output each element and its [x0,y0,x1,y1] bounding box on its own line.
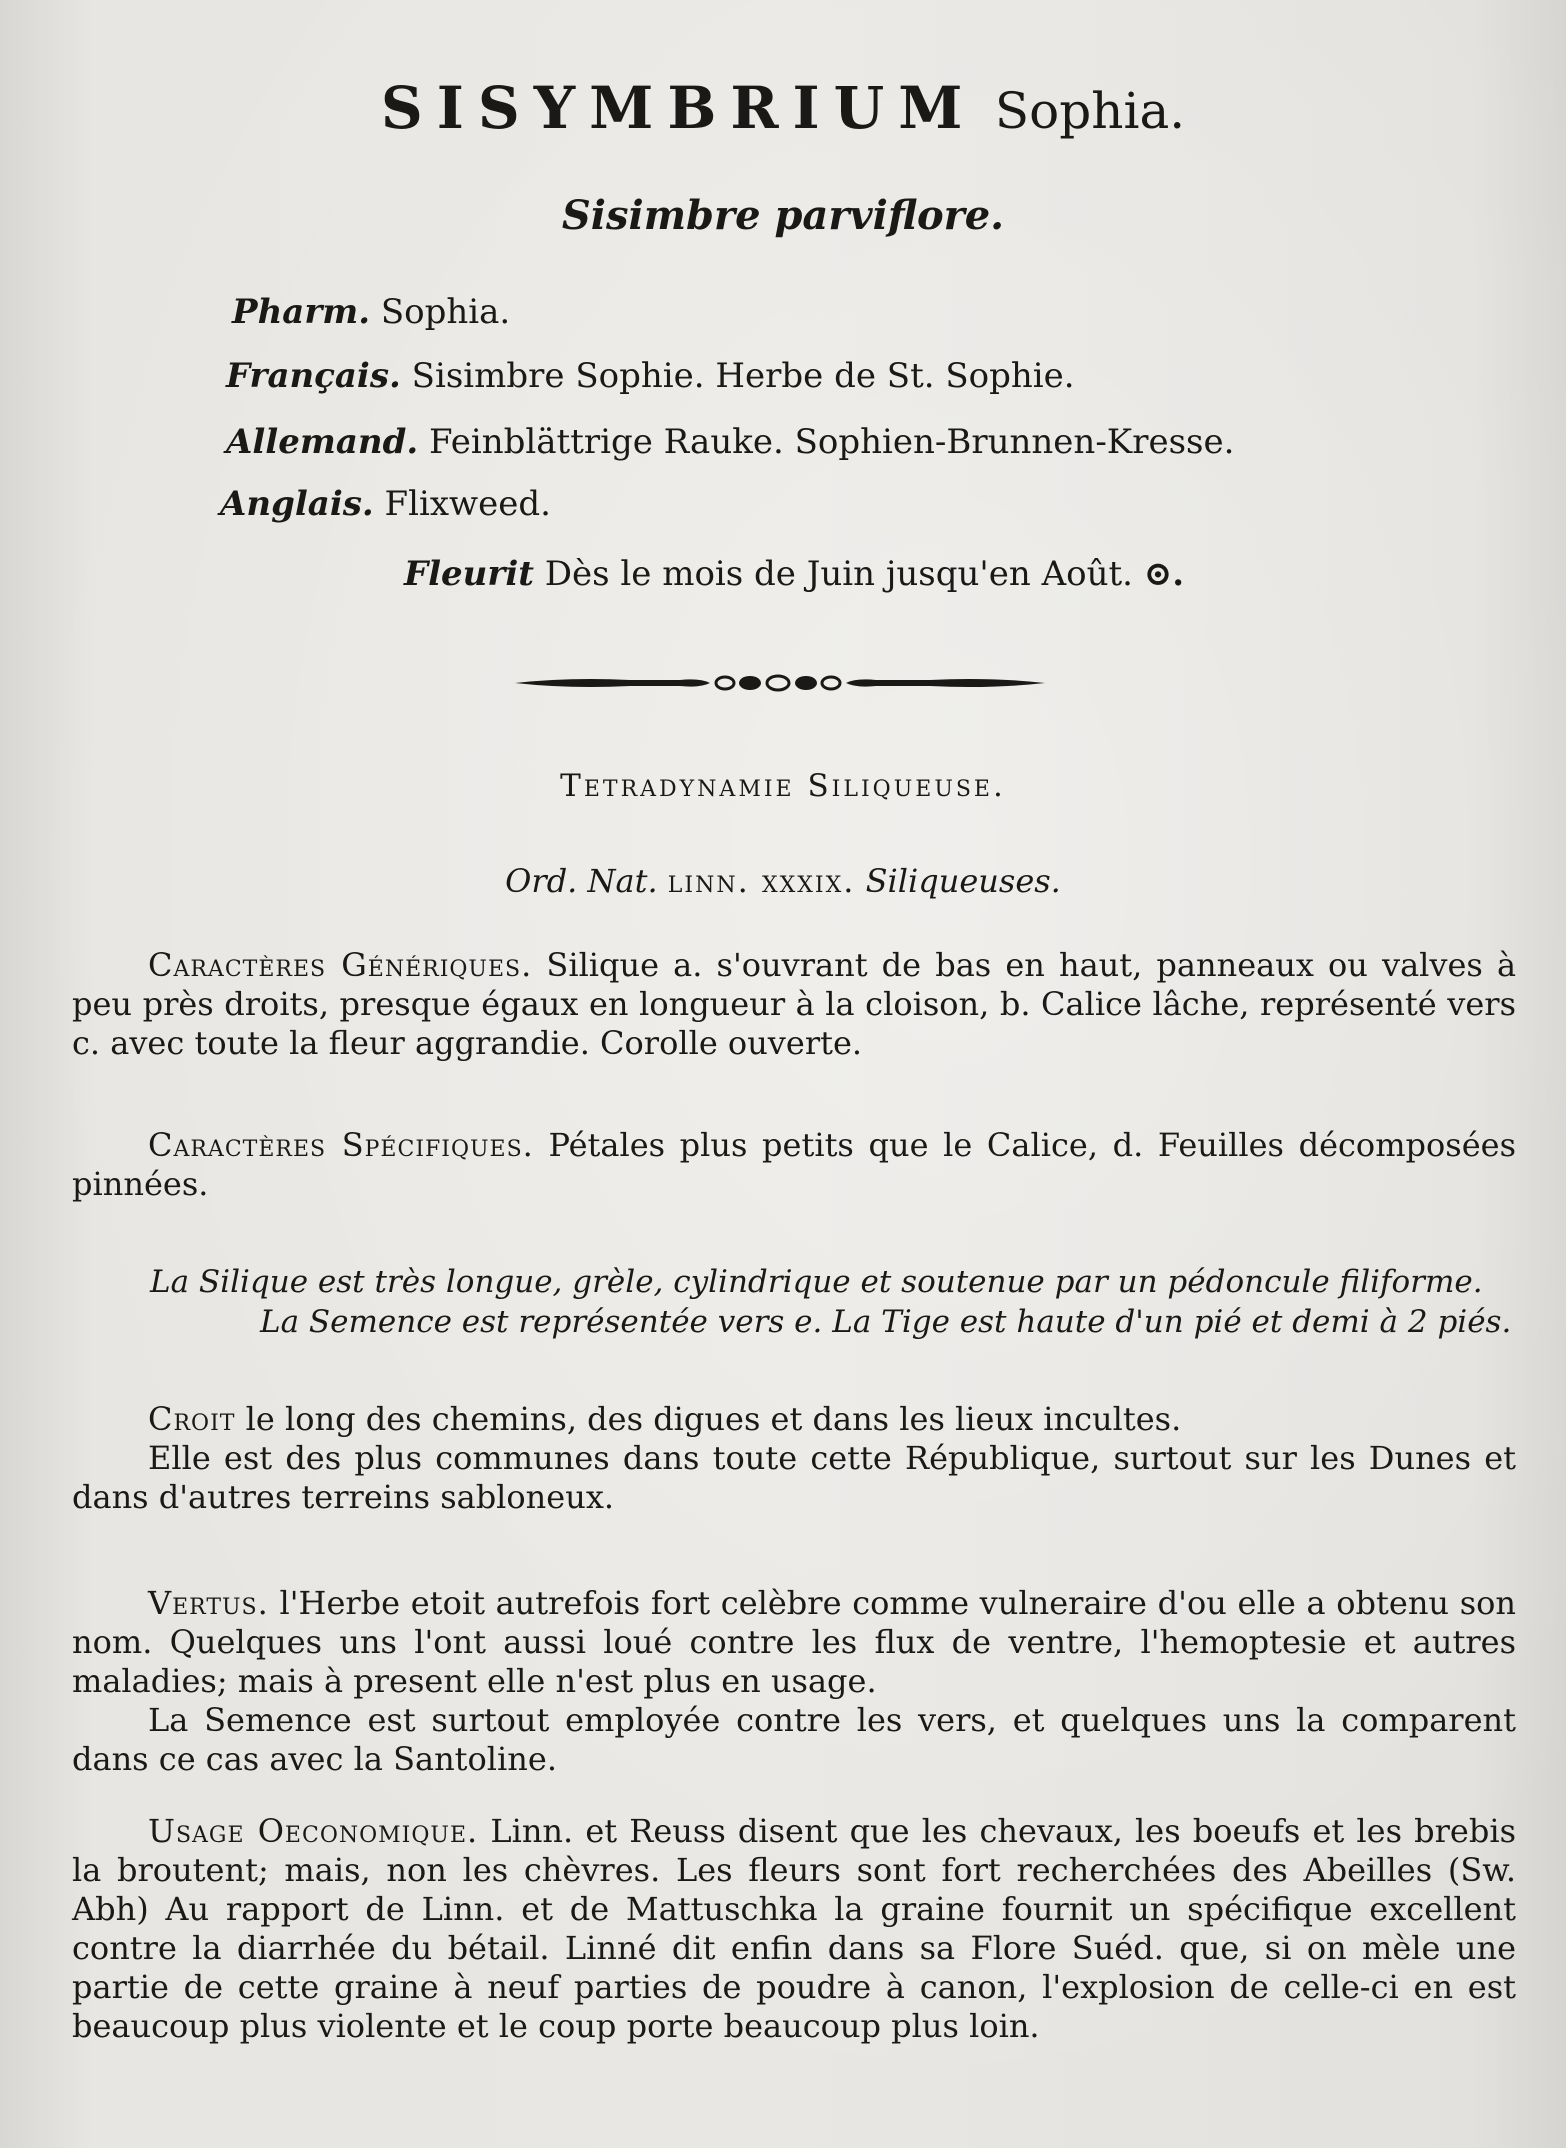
generic-lead: Caractères Génériques. [148,946,533,984]
name-lang: Anglais. [220,484,374,524]
specific-lead: Caractères Spécifiques. [148,1126,534,1164]
name-text: Flixweed. [384,484,551,524]
order-prefix: Ord. Nat. [505,862,658,900]
virtues-paragraph [72,1584,1516,1779]
flowering-text: Dès le mois de Juin jusqu'en Août. [544,554,1133,594]
genus-name: SISYMBRIUM [380,74,977,142]
virtues-text: l'Herbe etoit autrefois fort celèbre comme vulneraire d'ou elle a obtenu son nom. Quelques uns l'ont aussi loué contre les flux de ventre, l'hemoptesie et autres maladies; mais à present elle n'est plus en usage. [72,1584,1517,1700]
name-line-pharm [232,292,510,332]
class-title: Tetradynamie Siliqueuse. [560,768,1006,804]
name-line-english [220,484,551,524]
usage-text: Linn. et Reuss disent que les chevaux, les boeufs et les brebis la broutent; mais, non les chèvres. Les fleurs sont fort recherchées des Abeilles (Sw. Abh) Au rapport de Linn. et de Mattuschka la graine fournit un spécifique excellent contre la diarrhée du bétail. Linné dit enfin dans sa Flore Suéd. que, si on mèle une partie de cette graine à neuf parties de poudre à canon, l'explosion de celle-ci en est beaucoup plus violente et le coup porte beaucoup plus loin. [72,1812,1517,2045]
habitat-text-2: Elle est des plus communes dans toute cette République, surtout sur les Dunes et dans d'autres terreins sabloneux. [72,1439,1516,1516]
description-line-1: La Silique est très longue, grèle, cylindrique et soutenue par un pédoncule filiforme. [150,1264,1483,1300]
name-text: Sisimbre Sophie. Herbe de St. Sophie. [411,356,1075,396]
usage-paragraph [72,1812,1516,2046]
name-lang: Pharm. [232,292,371,332]
order-suffix: Siliqueuses. [865,862,1061,900]
habitat-paragraph [72,1400,1516,1517]
french-subtitle: Sisimbre parviflore. [561,192,1005,239]
name-text: Feinblättrige Rauke. Sophien-Brunnen-Kresse. [429,422,1235,462]
specific-characters-paragraph [72,1126,1516,1204]
ornament-divider-icon [510,668,1050,698]
virtues-lead: Vertus. [148,1584,269,1622]
generic-text: Silique a. s'ouvrant de bas en haut, panneaux ou valves à peu près droits, presque égaux en longueur à la cloison, b. Calice lâche, représenté vers c. avec toute la fleur aggrandie. Corolle ouverte. [72,946,1517,1062]
generic-characters-paragraph [72,946,1516,1063]
flowering-label: Fleurit [404,554,534,594]
annual-symbol: ⊙. [1143,554,1185,594]
name-text: Sophia. [380,292,511,332]
virtues-text-2: La Semence est surtout employée contre les vers, et quelques uns la comparent dans ce cas avec la Santoline. [72,1701,1516,1778]
name-line-german [226,422,1234,462]
habitat-lead: Croit [148,1400,236,1438]
species-name: Sophia. [994,82,1186,140]
description-line-2: La Semence est représentée vers e. La Tige est haute d'un pié et demi à 2 piés. [260,1304,1512,1340]
page-title [0,74,1566,142]
natural-order-line [0,862,1566,900]
flowering-line [404,554,1184,594]
name-lang: Allemand. [226,422,419,462]
habitat-text: le long des chemins, des digues et dans les lieux incultes. [245,1400,1182,1438]
usage-lead: Usage Oeconomique. [148,1812,479,1850]
order-linn: linn. xxxix. [667,862,856,900]
name-lang: Français. [226,356,401,396]
description-block [150,1262,1516,1342]
name-line-french [226,356,1075,396]
specific-text: Pétales plus petits que le Calice, d. Feuilles décomposées pinnées. [72,1126,1516,1203]
